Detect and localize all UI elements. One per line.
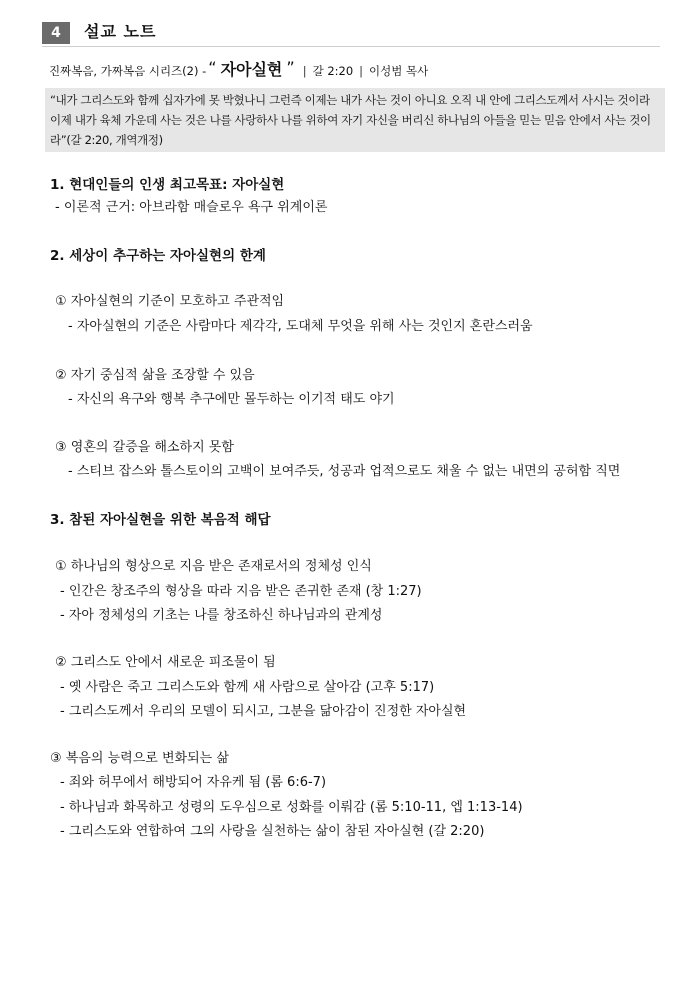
open-quote: “ [208, 58, 217, 77]
section-heading: 1. 현대인들의 인생 최고목표: 자아실현 [50, 177, 285, 193]
scripture-reference: 갈 2:20 [312, 64, 354, 78]
item-detail: - 하나님과 화목하고 성령의 도우심으로 성화를 이뤄감 (롬 5:10-11, 엡 1:13-14) [60, 800, 523, 815]
item-detail: - 죄와 허무에서 해방되어 자유케 됨 (롬 6:6-7) [60, 775, 327, 790]
item-detail: - 자아실현의 기준은 사람마다 제각각, 도대체 무엇을 위해 사는 것인지 혼란스러움 [68, 319, 533, 334]
divider: | [302, 64, 307, 78]
item-title: ② 자기 중심적 삶을 조장할 수 있음 [55, 368, 255, 383]
item-detail: - 자아 정체성의 기초는 나를 창조하신 하나님과의 관계성 [60, 608, 383, 623]
page-header [42, 20, 660, 47]
item-title: ② 그리스도 안에서 새로운 피조물이 됨 [55, 655, 276, 670]
page-title: 설교 노트 [84, 22, 157, 41]
item-detail: - 자신의 욕구와 행복 추구에만 몰두하는 이기적 태도 야기 [68, 392, 395, 407]
item-detail: - 그리스도께서 우리의 모델이 되시고, 그분을 닮아감이 진정한 자아실현 [60, 704, 467, 719]
section-heading: 3. 참된 자아실현을 위한 복음적 해답 [50, 512, 271, 528]
item-title: ③ 복음의 능력으로 변화되는 삶 [50, 751, 229, 766]
sermon-title: 자아실현 [220, 60, 283, 79]
item-detail: - 인간은 창조주의 형상을 따라 지음 받은 존귀한 존재 (창 1:27) [60, 584, 422, 599]
item-title: ① 하나님의 형상으로 지음 받은 존재로서의 정체성 인식 [55, 559, 372, 574]
item-detail: - 그리스도와 연합하여 그의 사랑을 실천하는 삶이 참된 자아실현 (갈 2:20) [60, 824, 485, 839]
page-number-badge: 4 [42, 22, 70, 44]
preacher-name: 이성범 목사 [369, 64, 429, 78]
sermon-info-line [49, 56, 669, 80]
scripture-quote-box: “내가 그리스도와 함께 십자가에 못 박혔나니 그런즉 이제는 내가 사는 것이 아니요 오직 내 안에 그리스도께서 사시는 것이라 이제 내가 육체 가운데 사는 것은 나를 사랑하사 나를 위하여 자기 자신을 버리신 하나님의 아들을 믿는 믿음 안에서 사는 것이라”(갈 2:20, 개역개정) [45, 88, 665, 152]
series-label: 진짜복음, 가짜복음 시리즈(2) - [49, 64, 207, 78]
item-title: ① 자아실현의 기준이 모호하고 주관적임 [55, 294, 285, 309]
divider: | [359, 64, 364, 78]
section-note: - 이론적 근거: 아브라함 매슬로우 욕구 위계이론 [55, 200, 328, 215]
section-heading: 2. 세상이 추구하는 자아실현의 한계 [50, 248, 266, 264]
item-detail: - 스티브 잡스와 톨스토이의 고백이 보여주듯, 성공과 업적으로도 채울 수 없는 내면의 공허함 직면 [68, 464, 621, 479]
item-detail: - 옛 사람은 죽고 그리스도와 함께 새 사람으로 살아감 (고후 5:17) [60, 680, 435, 695]
item-title: ③ 영혼의 갈증을 해소하지 못함 [55, 440, 234, 455]
close-quote: ” [286, 58, 295, 77]
